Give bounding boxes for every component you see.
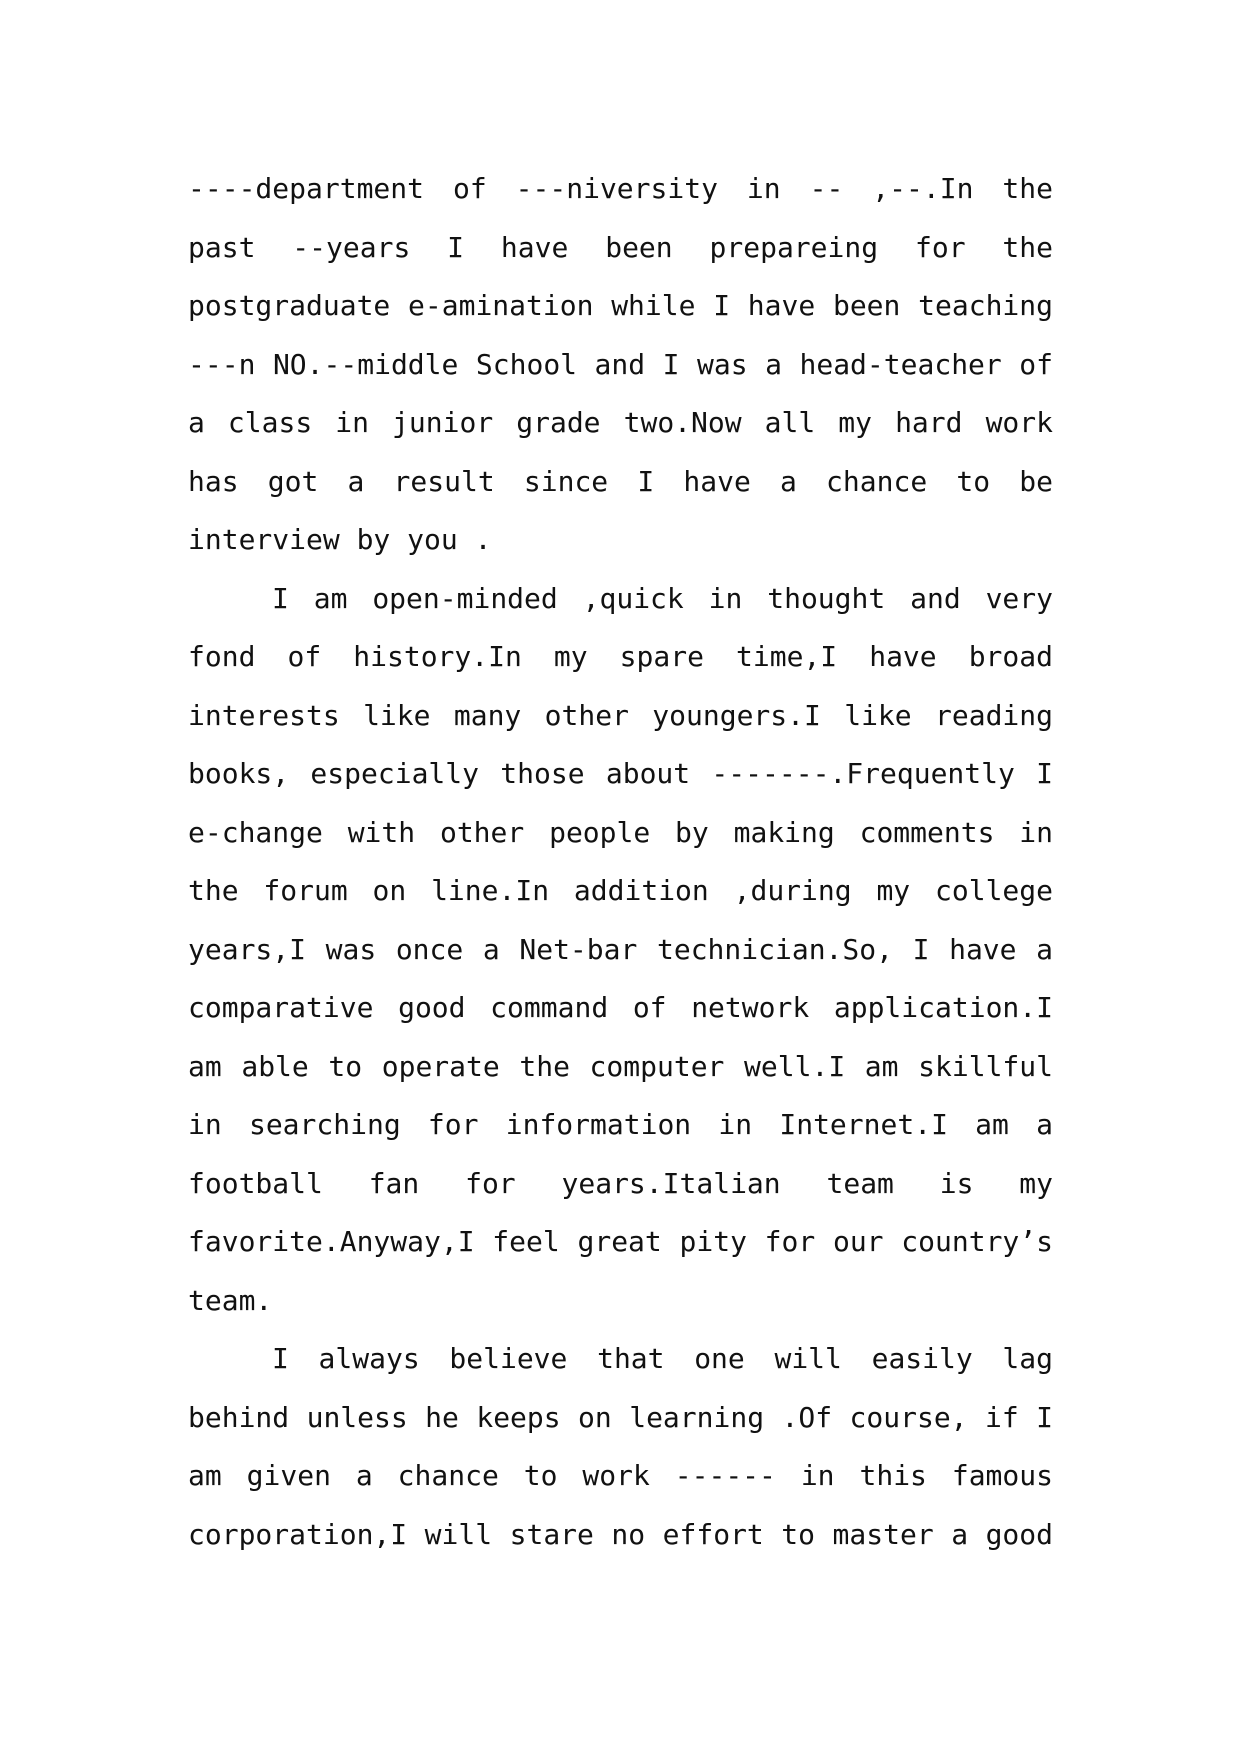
document-body: [188, 160, 1053, 1564]
text-line: fond of history.In my spare time,I have broad: [188, 640, 1053, 673]
text-line: a class in junior grade two.Now all my hard work: [188, 406, 1053, 439]
text-line: am given a chance to work ------ in this famous: [188, 1459, 1053, 1492]
text-line: has got a result since I have a chance to be: [188, 464, 1053, 498]
text-line: favorite.Anyway,I feel great pity for our country’s: [188, 1225, 1053, 1258]
text-line: I am open-minded ,quick in thought and very: [272, 581, 1053, 615]
text-line: team.: [188, 1283, 273, 1317]
text-line: am able to operate the computer well.I am skillful: [188, 1049, 1053, 1083]
text-line: behind unless he keeps on learning .Of course, if I: [188, 1400, 1053, 1434]
text-line: comparative good command of network application.I: [188, 991, 1053, 1024]
text-line: in searching for information in Internet.I am a: [188, 1108, 1053, 1141]
text-line: I always believe that one will easily lag: [272, 1342, 1053, 1375]
text-line: e-change with other people by making comments in: [188, 815, 1053, 849]
text-line: interests like many other youngers.I like reading: [188, 698, 1053, 732]
paragraph-3: [188, 1330, 1053, 1564]
text-line: past --years I have been prepareing for the: [188, 230, 1053, 264]
text-line: years,I was once a Net-bar technician.So, I have a: [188, 932, 1053, 966]
text-line: ---n NO.--middle School and I was a head-teacher of: [188, 347, 1053, 381]
text-line: postgraduate e-amination while I have been teaching: [188, 289, 1053, 322]
text-line: interview by you .: [188, 523, 492, 556]
text-line: football fan for years.Italian team is my: [188, 1166, 1053, 1200]
text-line: books, especially those about -------.Frequently I: [188, 757, 1053, 790]
paragraph-2: [188, 570, 1053, 1331]
text-line: ----department of ---niversity in -- ,--.In the: [188, 172, 1053, 205]
text-line: the forum on line.In addition ,during my college: [188, 874, 1053, 907]
paragraph-1: [188, 160, 1053, 570]
text-line: corporation,I will stare no effort to master a good: [188, 1517, 1053, 1551]
